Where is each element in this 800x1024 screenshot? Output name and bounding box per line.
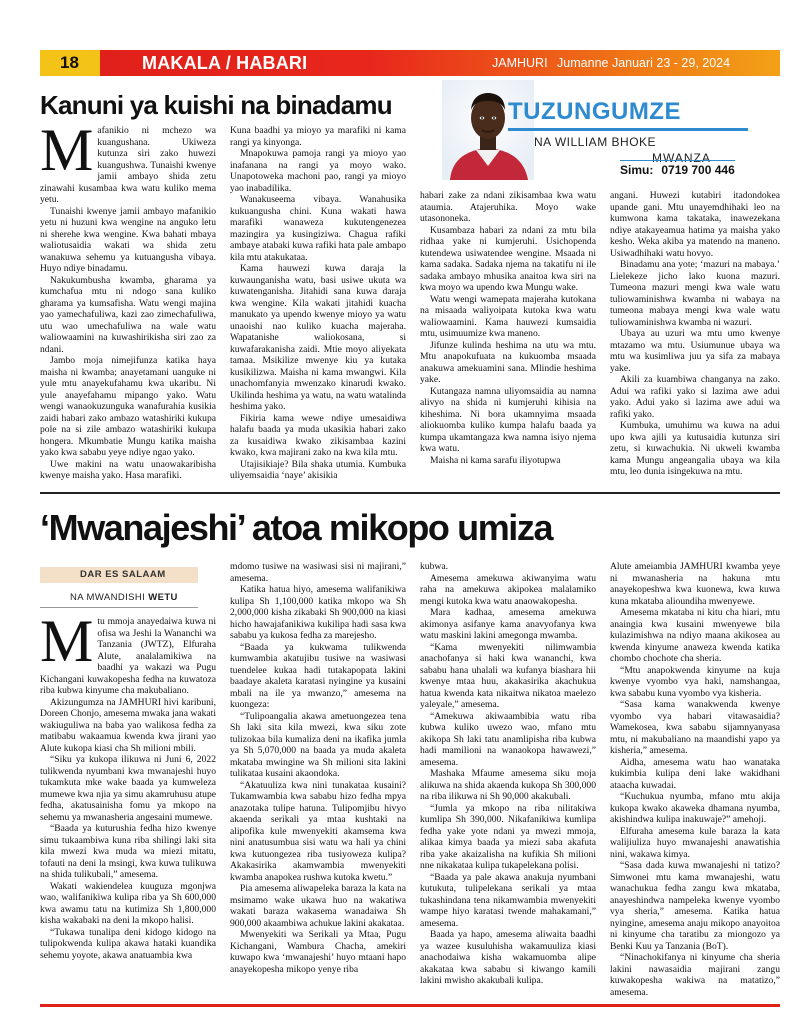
article-paragraph: “Tulipoangalia akawa ametuongezea tena Sh laki sita kila mwezi, kwa siku zote tulizokaa bila kumaliza deni na ikafika jumla ya Sh 5,070,000 na baada ya muda akaleta mkataba mwingine wa Sh milioni sita lakini tulikataa kusaini akaondoka. bbox=[230, 710, 406, 779]
article-paragraph: “Jumla ya mkopo na riba nilitakiwa kumlipa Sh 390,000. Nikafanikiwa kumlipa fedha yake yote ndani ya mwezi mmoja, alikaa kimya baada ya miezi saba akafuta riba yake akaizalisha na kufikia Sh milioni nne nikakataa kulipa tukapelekana polisi. bbox=[420, 802, 596, 871]
phone-number: 0719 700 446 bbox=[661, 163, 735, 177]
column-paragraph: Nakukumbusha kwamba, gharama ya kumchafua mtu ni ndogo sana kuliko gharama ya kumsafisha. Watu wengi majina yao yamechafuliwa, kazi zao zimechafuliwa, utu wao umechafuliwa na wale watu waliowaamini na kuwashirikisha siri zao za ndani. bbox=[40, 274, 216, 355]
column-paragraph: Jambo moja nimejifunza katika haya maisha ni kwamba; anayetamani uanguke ni yule mtu anayekufahamu kwa ukaribu. Ni yule anayefahamu mipango yako. Watu wengi wanaokuzunguka wanafurahia kusikia zaidi habari zako ambazo watashiriki kukupa pole na si zile ambazo watashiriki kukupa hongera. Mkumbatie Mungu katika maisha yako kwa sababu yeye ndiye ngao yako. bbox=[40, 355, 216, 458]
article-paragraph: Mashaka Mfaume amesema siku moja alikuwa na shida akaenda kukopa Sh 300,000 na riba ilikuwa ni Sh 90,000 akakubali. bbox=[420, 768, 596, 802]
publication-line bbox=[492, 50, 736, 76]
byline-rule bbox=[40, 607, 198, 608]
article-paragraph: Amesema amekuwa akiwanyima watu raha na amekuwa akipokea malalamiko mengi kutoka kwa watu anaowakopesha. bbox=[420, 572, 596, 607]
article-paragraph: tu mmoja anayedaiwa kuwa ni ofisa wa Jeshi la Wananchi wa Tanzania (JWTZ), Elfuraha Alute, analalamikiwa na baadhi ya wakazi wa Pugu Kichangani kuwakopesha fedha na kuwatoza riba kubwa kinyume cha makubaliano. bbox=[40, 616, 216, 696]
columnist-byline: NA WILLIAM BHOKE bbox=[534, 135, 657, 149]
columnist-city: MWANZA bbox=[652, 151, 711, 165]
column-text-col-4 bbox=[610, 190, 780, 480]
column-paragraph: Tunaishi kwenye jamii ambayo mafanikio yetu ni huzuni kwa wengine na anguko letu ni sherehe kwa wengine. Kwa bahati mbaya waliotusaidia wakati wa shida zetu wanakuwa sehemu ya kutuangusha vibaya. Huyo ndiye binadamu. bbox=[40, 205, 216, 274]
column-paragraph: Akili za kuambiwa changanya na zako. Adui wa rafiki yako si lazima awe adui yako. Adui yako si lazima awe adui wa rafiki yako. bbox=[610, 374, 780, 420]
column-paragraph: Kama hauwezi kuwa daraja la kuwaunganisha watu, basi usiwe ukuta wa kuwatenganisha. Jitahidi sana kuwa daraja kwa wengine. Kila wakati jitahidi kuacha manukato ya upendo kwenye mioyo ya watu unaoishi nao kuliko kuacha majeraha. Wapatanishe waliokosana, si kuwafarakanisha zaidi. Mtie moyo aliyekata tamaa. Msikilize mwenye kiu ya kutaka kusikilizwa. Maisha ni kama mwangwi. Kila unachomfanyia mwenzako kinarudi kwako. Ukilinda heshima ya watu, na watu watalinda heshima yako. bbox=[230, 263, 406, 412]
column-paragraph: Uwe makini na watu unaowakaribisha kwenye maisha yako. Hasa marafiki. bbox=[40, 458, 216, 480]
column-paragraph: Maisha ni kama sarafu iliyotupwa bbox=[430, 454, 561, 466]
article-paragraph: “Sasa kama wanakwenda kwenye vyombo vya habari vitawasaidia? Wamekosea, kwa sababu sijamnyanyasa mtu, ni makubaliano na maandishi yapo ya kisheria,” amesema. bbox=[610, 699, 780, 756]
column-headline: Kanuni ya kuishi na binadamu bbox=[40, 90, 392, 120]
bottom-rule bbox=[40, 1004, 780, 1007]
article-paragraph: Aidha, amesema watu hao wanataka kukimbia kulipa deni lake wakidhani ataacha kuwadai. bbox=[610, 756, 780, 791]
article-paragraph: “Mtu anapokwenda kinyume na kuja kwenye vyombo vya haki, namshangaa, kwa sababu kuna vyombo vya kisheria. bbox=[610, 664, 780, 699]
article-paragraph: “Siku ya kukopa ilikuwa ni Juni 6, 2022 tulikwenda nyumbani kwa mwanajeshi huyo tukamkuta mke wake baada ya kumweleza mumewe kwa njia ya simu akamruhusu atupe fedha, akatusainisha fomu ya mkopo na sehemu ya mwanasheria angesaini mumewe. bbox=[40, 754, 216, 823]
article-paragraph: Mara kadhaa, amesema amekuwa akimonya asifanye kama anavyofanya kwa watu maskini lakini amegonga mwamba. bbox=[420, 607, 596, 641]
article-paragraph: mdomo tusiwe na wasiwasi sisi ni majirani,” amesema. bbox=[230, 561, 406, 584]
column-paragraph: Kumbuka, umuhimu wa kuwa na adui upo kwa ajili ya kutusaidia kutunza siri zetu, si kuwachukia. Ni ukweli kwamba kama Mungu angeangalia ubaya wa kila mtu, leo dunia isingekuwa na mtu. bbox=[610, 420, 780, 477]
series-title-underline bbox=[508, 128, 748, 131]
article-paragraph: Akizungumza na JAMHURI hivi karibuni, Doreen Chonjo, amesema mwaka jana wakati wakiuguliwa na baba yao walikosa fedha za matibabu wakaamua kwenda kwa jirani yao Alute kukopa kiasi cha Sh milioni mbili. bbox=[40, 696, 216, 754]
article-dropcap: M bbox=[40, 616, 94, 674]
columnist-series-title: TUZUNGUMZE bbox=[508, 98, 681, 125]
article-text-col-3 bbox=[420, 561, 596, 1001]
column-paragraph: Kusambaza habari za ndani za mtu bila ridhaa yake ni kumjeruhi. Usichopenda kutendewa usiwatendee wengine. Msaada ni kama sadaka. Sadaka njema na takatifu ni ile sadaka ambayo mhusika anaitoa kwa siri na kwa moyo wa upendo kwa Mungu wake. bbox=[420, 224, 596, 293]
phone-label: Simu: bbox=[620, 163, 654, 177]
article-byline bbox=[70, 592, 178, 603]
article-headline: ‘Mwanajeshi’ atoa mikopo umiza bbox=[40, 507, 553, 548]
article-paragraph: Wakati wakiendelea kuuguza mgonjwa wao, walifanikiwa kulipa riba ya Sh 600,000 kwa awamu tatu na kutimiza Sh 1,800,000 kisha wakabaki na deni la mkopo halisi. bbox=[40, 880, 216, 926]
column-text-col-1 bbox=[40, 125, 216, 480]
section-divider bbox=[40, 492, 780, 494]
column-paragraph: Mnapokuwa pamoja rangi ya mioyo yao inafanana na rangi ya moyo wako. Unapotoweka machoni pao, rangi ya mioyo yao inabadilika. bbox=[230, 148, 406, 194]
article-dateline: DAR ES SALAAM bbox=[80, 569, 166, 580]
article-paragraph: Pia amesema aliwapeleka baraza la kata na msimamo wake ukawa huo na wakatiwa wakati baraza wakasema wanadaiwa Sh 900,000 akaambiwa achukue lakini akakataa. bbox=[230, 883, 406, 929]
article-text-col-2 bbox=[230, 561, 406, 1001]
article-paragraph: “Amekuwa akiwaambibia watu riba kubwa kuliko uwezo wao, mfano mtu akikopa Sh laki tatu anamlipisha riba kubwa hadi mamilioni na wanaokopa hawawezi,” amesema. bbox=[420, 710, 596, 768]
issue-date: Jumanne Januari 23 - 29, 2024 bbox=[557, 56, 731, 70]
article-paragraph: Katika hatua hiyo, amesema walifanikiwa kulipa Sh 1,100,000 katika mkopo wa Sh 2,000,000 kisha zikabaki Sh 900,000 na kiasi hicho hawajafanikiwa kukilipa hadi sasa kwa sababu ya kukosa fedha za marejesho. bbox=[230, 584, 406, 641]
article-paragraph: “Baada ya pale akawa anakuja nyumbani kutukuta, tulipelekana serikali ya mtaa tukashindana tena nikamwambia mwenyekiti wampe hiyo karatasi twende mahakamani,” amesema. bbox=[420, 871, 596, 929]
section-title: MAKALA / HABARI bbox=[142, 53, 308, 73]
article-paragraph: “Ninachokifanya ni kinyume cha sheria lakini nawasaidia majirani zangu kuwakopesha wakiwa na matatizo,” amesema. bbox=[610, 952, 780, 998]
article-paragraph: Baada ya hapo, amesema aliwaita baadhi ya wazee kusuluhisha wakamuuliza kiasi anachodaiwa kisha wakamuomba alipe akakataa kwa sababu si kiwango kamili lakini mwisho akakubali kulipa. bbox=[420, 929, 596, 986]
column-text-col-3 bbox=[420, 190, 596, 480]
column-paragraph: Binadamu ana yote; ‘mazuri na mabaya.’ Lielekeze jicho lako kuona mazuri. Tumeona mazuri mengi kwa wale watu tuliowaminishwa kwamba ni wabaya na tumeona mabaya mengi kwa wale watu tuliowaminishwa kwamba ni wazuri. bbox=[610, 259, 780, 328]
column-paragraph: afanikio ni mchezo wa kuangushana. Ukiweza kutunza siri zako huwezi kuangushwa. Tunaishi kwenye jamii ambayo shida zetu zinawahi kusambaa kwa watu kuliko mema yetu. bbox=[40, 125, 216, 205]
article-paragraph: kubwa. bbox=[420, 561, 448, 572]
page-number: 18 bbox=[40, 50, 100, 76]
article-paragraph: “Kama mwenyekiti nilimwambia anachofanya si haki kwa wananchi, kwa sababu hana uhalali wa kufanya biashara hii kwenye mtaa huu, akakasirika akachukua hatua kwenda kata nikaitwa nikatoa maelezo yaleyale,” amesema. bbox=[420, 641, 596, 710]
columnist-phone bbox=[620, 160, 735, 177]
column-paragraph: Kuna baadhi ya mioyo ya marafiki ni kama rangi ya kinyonga. bbox=[230, 125, 406, 148]
column-text-col-2 bbox=[230, 125, 406, 480]
article-paragraph: Amesema mkataba ni kitu cha hiari, mtu anaingia kwa kusaini mwenyewe bila kulazimishwa na ndiyo maana akikosea au kwenda kinyume anaweza kwenda katika chombo chochote cha sheria. bbox=[610, 607, 780, 664]
column-paragraph: angani. Huwezi kutabiri itadondokea upande gani. Mtu unayemdhihaki leo na kumwona kama takataka, inawezekana ndiye atakayeamua hatima ya maisha yako kesho. Weka akiba ya matendo na maneno. Usiwadhihaki watu hovyo. bbox=[610, 190, 780, 259]
article-text-col-1 bbox=[40, 616, 216, 1001]
article-paragraph: “Akatuuliza kwa nini tunakataa kusaini? Tukamwambia kwa sababu hizo fedha mpya anazotaka tulipe hatuna. Tulipomjibu hivyo akaenda serikali ya mtaa kushtaki na alipofika kule mwenyekiti akamsema kwa nini anatusumbua sisi watu wa hali ya chini kwa kutuongezea riba tusiyoweza kulipa? Akakasirika akamwambia mwenyekiti kwamba anapokea rushwa kutoka kwetu.” bbox=[230, 779, 406, 883]
column-paragraph: habari zake za ndani zikisambaa kwa watu ataumia. Atajeruhika. Moyo wake utasononeka. bbox=[420, 190, 596, 224]
column-paragraph: Kutangaza namna uliyomsaidia au namna alivyo na shida ni kumjeruhi kihisia na kiheshima. Ni bora ukamnyima msaada aliokuomba kuliko kumpa halafu baada ya kumpa ukamtangaza kwa namna isiyo njema kwa watu. bbox=[420, 385, 596, 454]
article-paragraph: Elfuraha amesema kule baraza la kata walijiuliza huyo mwanajeshi anawatishia nini, wakawa kimya. bbox=[610, 825, 780, 860]
article-paragraph: “Sasa dada kuwa mwanajeshi ni tatizo? Simwonei mtu kama mwanajeshi, watu wanachukua fedha zangu kwa mkataba, anayeshindwa nampeleka kwenye vyombo vya sheria,” amesema. Katika hatua nyingine, amesema anaju mikopo anayoitoa ni kinyume cha taratibu za miongozo ya Benki Kuu ya Tanzania (BoT). bbox=[610, 860, 780, 952]
column-paragraph: Watu wengi wamepata majeraha kutokana na misaada waliyoipata kutoka kwa watu waliowaamini. Kama hauwezi kumsaidia mtu, usimuumize kwa maneno. bbox=[420, 293, 596, 339]
column-paragraph: Fikiria kama wewe ndiye umesaidiwa halafu baada ya muda ukasikia habari zako za kusaidiwa kwako zikisambaa kazini kwako, kwa majirani zako na kwa kila mtu. bbox=[230, 412, 406, 458]
byline-prefix: NA MWANDISHI bbox=[70, 592, 146, 603]
column-paragraph: Jifunze kulinda heshima na utu wa mtu. Mtu anapokufuata na kukuomba msaada anakuwa amekuamini sana. Mlindie heshima yake. bbox=[420, 339, 596, 385]
article-paragraph: Alute ameiambia JAMHURI kwamba yeye ni mwanasheria na hakuna mtu anayekopeshwa kwa kuonewa, kwa kuwa kuna mkataba alioundiha mwenyewe. bbox=[610, 561, 780, 607]
publication-name: JAMHURI bbox=[492, 56, 548, 70]
article-paragraph: “Tukawa tunalipa deni kidogo kidogo na tulipokwenda kulipa akawa hataki kuandika sehemu yoyote, akawa anatuambia kwa bbox=[40, 926, 216, 961]
article-paragraph: “Kuchukua nyumba, mfano mtu akija kukopa kwako akaweka dhamana nyumba, akishindwa kulipa inakuwaje?” amehoji. bbox=[610, 791, 780, 825]
article-paragraph: Mwenyekiti wa Serikali ya Mtaa, Pugu Kichangani, Wambura Chacha, amekiri kuwapo kwa ‘mwanajeshi’ huyo mtaani hapo anayekopesha mikopo yenye riba bbox=[230, 929, 406, 975]
column-paragraph: Ubaya au uzuri wa mtu umo kwenye mtazamo wa mtu. Usiumunue ubaya wa mtu wa kusimliwa juu ya sifa za mabaya yake. bbox=[610, 328, 780, 374]
article-paragraph: “Baada ya kukwama tulikwenda kumwambia akatujibu tusiwe na wasiwasi tuendelee kukaa hadi tutakapopata lakini baadaye akaleta karatasi nyingine ya kusaini mbali na ile ya mwanzo,” amesema na kuongeza: bbox=[230, 641, 406, 710]
article-text-col-4 bbox=[610, 561, 780, 1001]
column-paragraph: Utajisikiaje? Bila shaka utumia. Kumbuka uliyemsaidia ‘naye’ akisikia bbox=[230, 458, 406, 480]
byline-name: WETU bbox=[148, 592, 178, 603]
article-paragraph: “Baada ya kuturushia fedha hizo kwenye simu tukaambiwa kuna riba shilingi laki sita kila mwezi kwa muda wa miezi mitatu, tofauti na deni la msingi, kwa kuwa tulikuwa na shida tulikubali,” amesema. bbox=[40, 823, 216, 880]
column-dropcap: M bbox=[40, 125, 94, 183]
column-paragraph: Wanakuseema vibaya. Wanahusika kukuangusha chini. Kuna wakati hawa marafiki wanaweza kukutengenezea mazingira ya kusingiziwa. Chagua rafiki ambaye atabaki kuwa rafiki hata pale ambapo kila mtu atakukataa. bbox=[230, 194, 406, 263]
